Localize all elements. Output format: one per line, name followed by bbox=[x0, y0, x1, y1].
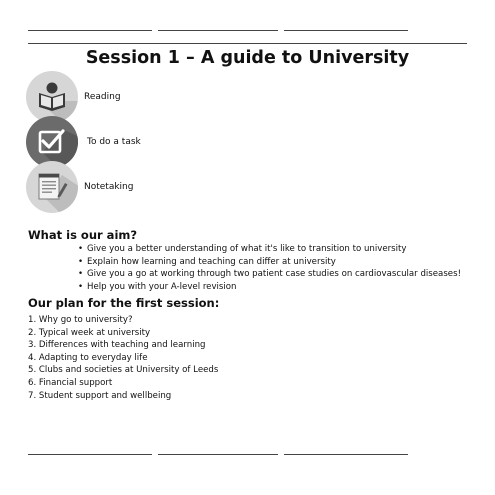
list-item: 3. Differences with teaching and learning bbox=[28, 340, 206, 351]
header-rule-right bbox=[284, 30, 408, 31]
aim-list bbox=[78, 243, 461, 293]
header-rule-left bbox=[28, 30, 152, 31]
list-item: 4. Adapting to everyday life bbox=[28, 352, 148, 363]
page-title: Session 1 – A guide to University bbox=[85, 48, 410, 68]
list-item: 6. Financial support bbox=[28, 377, 113, 388]
plan-heading: Our plan for the first session: bbox=[28, 296, 220, 310]
list-item: • Give you a better understanding of what it's like to transition to university bbox=[78, 244, 407, 254]
footer-rule-right bbox=[284, 454, 408, 455]
list-item: • Explain how learning and teaching can differ at university bbox=[78, 256, 336, 267]
legend-notetaking bbox=[26, 161, 133, 213]
legend-label-notetaking: Notetaking bbox=[84, 182, 134, 192]
list-item: 1. Why go to university? bbox=[28, 315, 133, 325]
footer-rule-left bbox=[28, 454, 152, 455]
plan-list bbox=[28, 314, 218, 402]
list-item: • Give you a go at working through two patient case studies on cardiovascular diseases! bbox=[78, 269, 462, 280]
notepad-pencil-icon bbox=[26, 161, 78, 213]
legend-label-task: To do a task bbox=[87, 137, 141, 147]
list-item: 5. Clubs and societies at University of Leeds bbox=[28, 365, 219, 376]
header-rule-full bbox=[28, 43, 467, 44]
legend-label-reading: Reading bbox=[84, 92, 121, 102]
list-item: 7. Student support and wellbeing bbox=[28, 390, 172, 401]
header-rule-middle bbox=[158, 30, 278, 31]
aim-heading: What is our aim? bbox=[28, 228, 138, 242]
list-item: • Help you with your A-level revision bbox=[78, 281, 237, 292]
footer-rule-middle bbox=[158, 454, 278, 455]
list-item: 2. Typical week at university bbox=[28, 327, 151, 338]
